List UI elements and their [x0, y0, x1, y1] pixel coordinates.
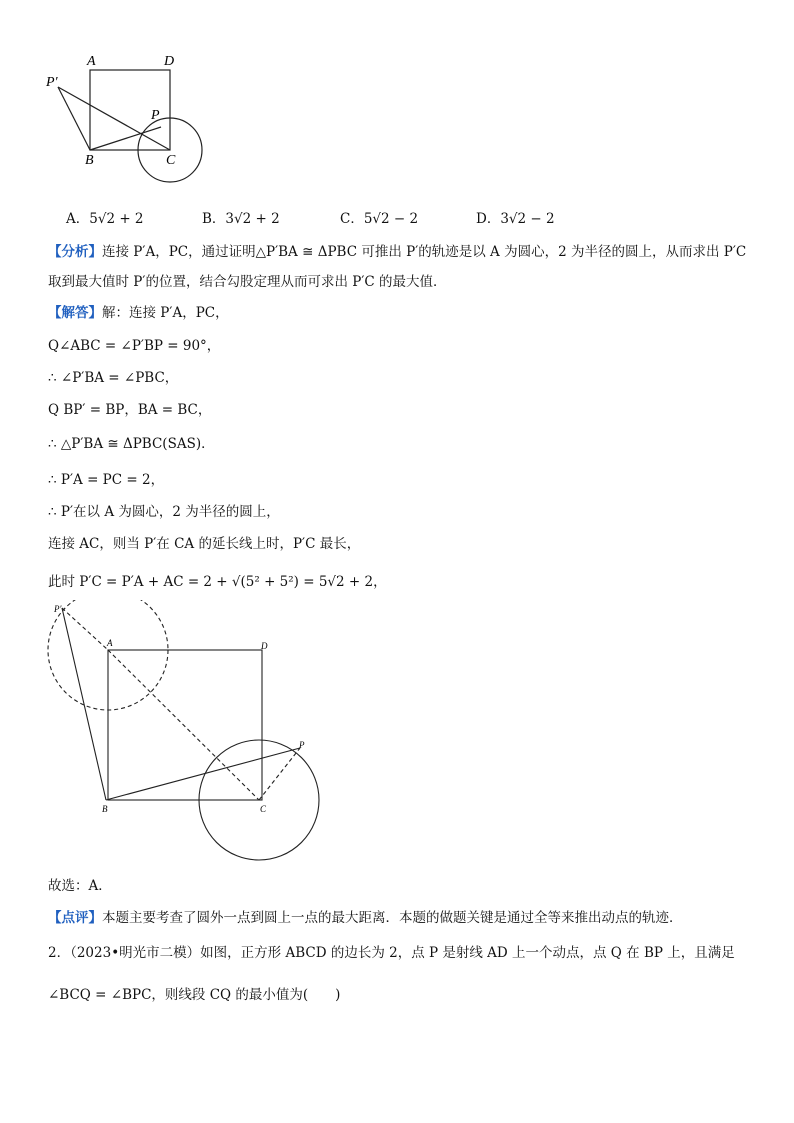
label-a: A — [87, 54, 96, 69]
square-abcd-large — [108, 650, 262, 800]
option-a: A．5√2 + 2 — [66, 211, 144, 227]
segment-p-prime-a — [62, 608, 108, 650]
label-b: B — [102, 804, 108, 814]
diagonal-a-c — [108, 650, 259, 800]
segment-p-prime-b — [62, 608, 106, 800]
solution-line-9: 此时 P′C = P′A + AC = 2 + √(5² + 5²) = 5√2 + 2， — [48, 574, 387, 590]
label-c: C — [166, 153, 176, 168]
label-p-prime: P′ — [54, 604, 62, 614]
solution-line-7: ∴ P′在以 A 为圆心，2 为半径的圆上， — [48, 504, 280, 520]
option-b: B．3√2 + 2 — [202, 211, 280, 227]
label-c: C — [260, 804, 267, 814]
solution-line-1: 【解答】解：连接 P′A，PC， — [48, 305, 229, 321]
solution-line-4: Q BP′ = BP，BA = BC， — [48, 402, 212, 418]
option-c: C．5√2 − 2 — [340, 211, 419, 227]
problem-2-line-2: ∠BCQ = ∠BPC，则线段 CQ 的最小值为( ) — [48, 987, 341, 1003]
label-d: D — [261, 641, 268, 651]
answer-line: 故选：A． — [48, 878, 112, 894]
segment-c-p — [259, 748, 300, 800]
figure-2-diagram — [44, 600, 334, 865]
solution-line-3: ∴ ∠P′BA = ∠PBC， — [48, 370, 179, 386]
comment-line: 【点评】本题主要考查了圆外一点到圆上一点的最大距离．本题的做题关键是通过全等来推出动点的轨迹． — [48, 910, 683, 926]
label-p: P — [299, 740, 305, 750]
option-d: D．3√2 − 2 — [476, 211, 555, 227]
analysis-line-1: 【分析】连接 P′A，PC，通过证明△P′BA ≅ ΔPBC 可推出 P′的轨迹是以 A 为圆心，2 为半径的圆上，从而求出 P′C — [48, 244, 747, 260]
solution-line-6: ∴ P′A = PC = 2， — [48, 472, 165, 488]
label-a: A — [107, 638, 113, 648]
solution-line-8: 连接 AC，则当 P′在 CA 的延长线上时，P′C 最长， — [48, 536, 361, 552]
solution-line-2: Q∠ABC = ∠P′BP = 90°， — [48, 338, 221, 354]
label-p-prime: P′ — [46, 75, 58, 90]
figure-1-diagram — [40, 50, 220, 190]
label-p: P — [151, 108, 160, 123]
label-b: B — [85, 153, 94, 168]
analysis-line-2: 取到最大值时 P′的位置，结合勾股定理从而可求出 P′C 的最大值． — [48, 274, 447, 290]
segment-b-p — [106, 748, 300, 800]
problem-2-line-1: 2．（2023•明光市二模）如图，正方形 ABCD 的边长为 2，点 P 是射线 AD 上一个动点，点 Q 在 BP 上，且满足 — [48, 945, 735, 961]
solution-line-5: ∴ △P′BA ≅ ΔPBC(SAS)． — [48, 436, 215, 452]
label-d: D — [164, 54, 175, 69]
